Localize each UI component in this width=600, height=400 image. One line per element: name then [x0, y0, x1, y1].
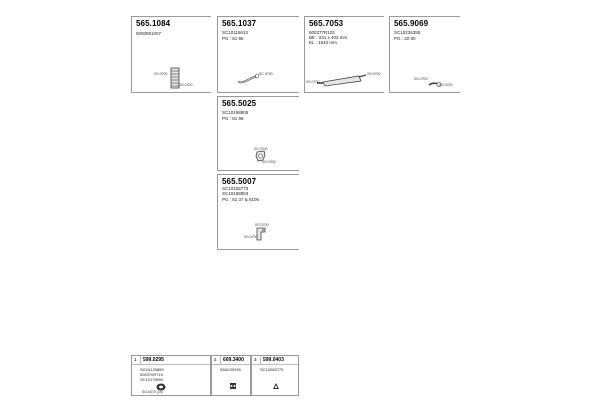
part-ref-line: PG : 20 90: [394, 36, 416, 41]
part-ref-line: SC10115613: [222, 30, 248, 35]
clamp-label: 0G.0700: [179, 83, 193, 87]
part-number: 565.5007: [222, 177, 257, 186]
clamp-drawing: [271, 381, 281, 391]
front-pipe-drawing: [236, 73, 260, 85]
header-divider: [260, 356, 261, 364]
part-card-565-5007: [217, 174, 299, 250]
header-divider: [140, 356, 141, 364]
accessory-card-599-0295: [131, 355, 211, 396]
part-card-565-1084: [131, 16, 211, 93]
part-number: 565.1084: [136, 19, 171, 28]
part-card-565-9069: [389, 16, 460, 93]
clamp-label: 0G.0700: [306, 80, 320, 84]
part-ref-line: PG : 81 96: [222, 36, 244, 41]
part-ref-line: SC10226355: [394, 30, 421, 35]
part-card-565-1037: [217, 16, 299, 93]
accessory-index: 1: [134, 357, 137, 362]
part-ref-line: 5000951007: [136, 31, 162, 36]
bracket-label: 0G.0700: [262, 160, 276, 164]
part-ref-line: SC10158805: [222, 110, 249, 115]
part-ref-line: SC10155773: [222, 186, 249, 191]
clamp-label: 0G.0700: [367, 72, 381, 76]
header-divider: [220, 356, 221, 364]
hanger-drawing: [253, 226, 269, 242]
accessory-code: 599.0403: [263, 357, 284, 363]
accessory-card-609-3400: [211, 355, 251, 396]
clamp-label: 0G.0700: [154, 72, 168, 76]
gasket-label: SC.0700: [259, 72, 273, 76]
part-ref-line: PG : 81 96: [222, 116, 244, 121]
clamp-label: 0G.0700: [414, 77, 428, 81]
rubber-hanger-drawing: [228, 381, 238, 391]
part-ref-line: BE : 231 x 402 mm: [309, 35, 348, 40]
accessory-ref-line: SC10083775: [260, 367, 284, 372]
part-number: 565.7053: [309, 19, 344, 28]
accessory-code: 599.0295: [143, 357, 164, 363]
accessory-ref-line: SC10176900: [140, 377, 164, 382]
accessory-code: 609.3400: [223, 357, 244, 363]
part-card-565-5025: [217, 96, 299, 171]
bracket-label: 0G.0700: [254, 147, 268, 151]
part-ref-line: PG : 81 37 & 8106: [222, 197, 260, 202]
accessory-index: 3: [254, 357, 257, 362]
accessory-ref-line: SG10125859: [140, 367, 164, 372]
accessory-ref-line: 536C00295: [220, 367, 241, 372]
accessory-card-599-0403: [251, 355, 299, 396]
accessory-ref-line: 500370R719: [140, 372, 163, 377]
part-ref-line: 500377R102: [309, 30, 335, 35]
accessory-index: 2: [214, 357, 217, 362]
part-card-565-7053: [304, 16, 384, 93]
clamp-label: 0G.0700: [439, 83, 453, 87]
muffler-drawing: [315, 71, 367, 87]
accessory-note: SG.0475 (1x): [142, 390, 163, 394]
part-number: 565.9069: [394, 19, 429, 28]
hanger-label: 0G.0700: [244, 235, 258, 239]
part-ref-line: EL : 1642 mm: [309, 40, 337, 45]
part-number: 565.5025: [222, 99, 257, 108]
hanger-label: 0G.0700: [255, 223, 269, 227]
part-number: 565.1037: [222, 19, 257, 28]
part-ref-line: SC10158853: [222, 191, 249, 196]
